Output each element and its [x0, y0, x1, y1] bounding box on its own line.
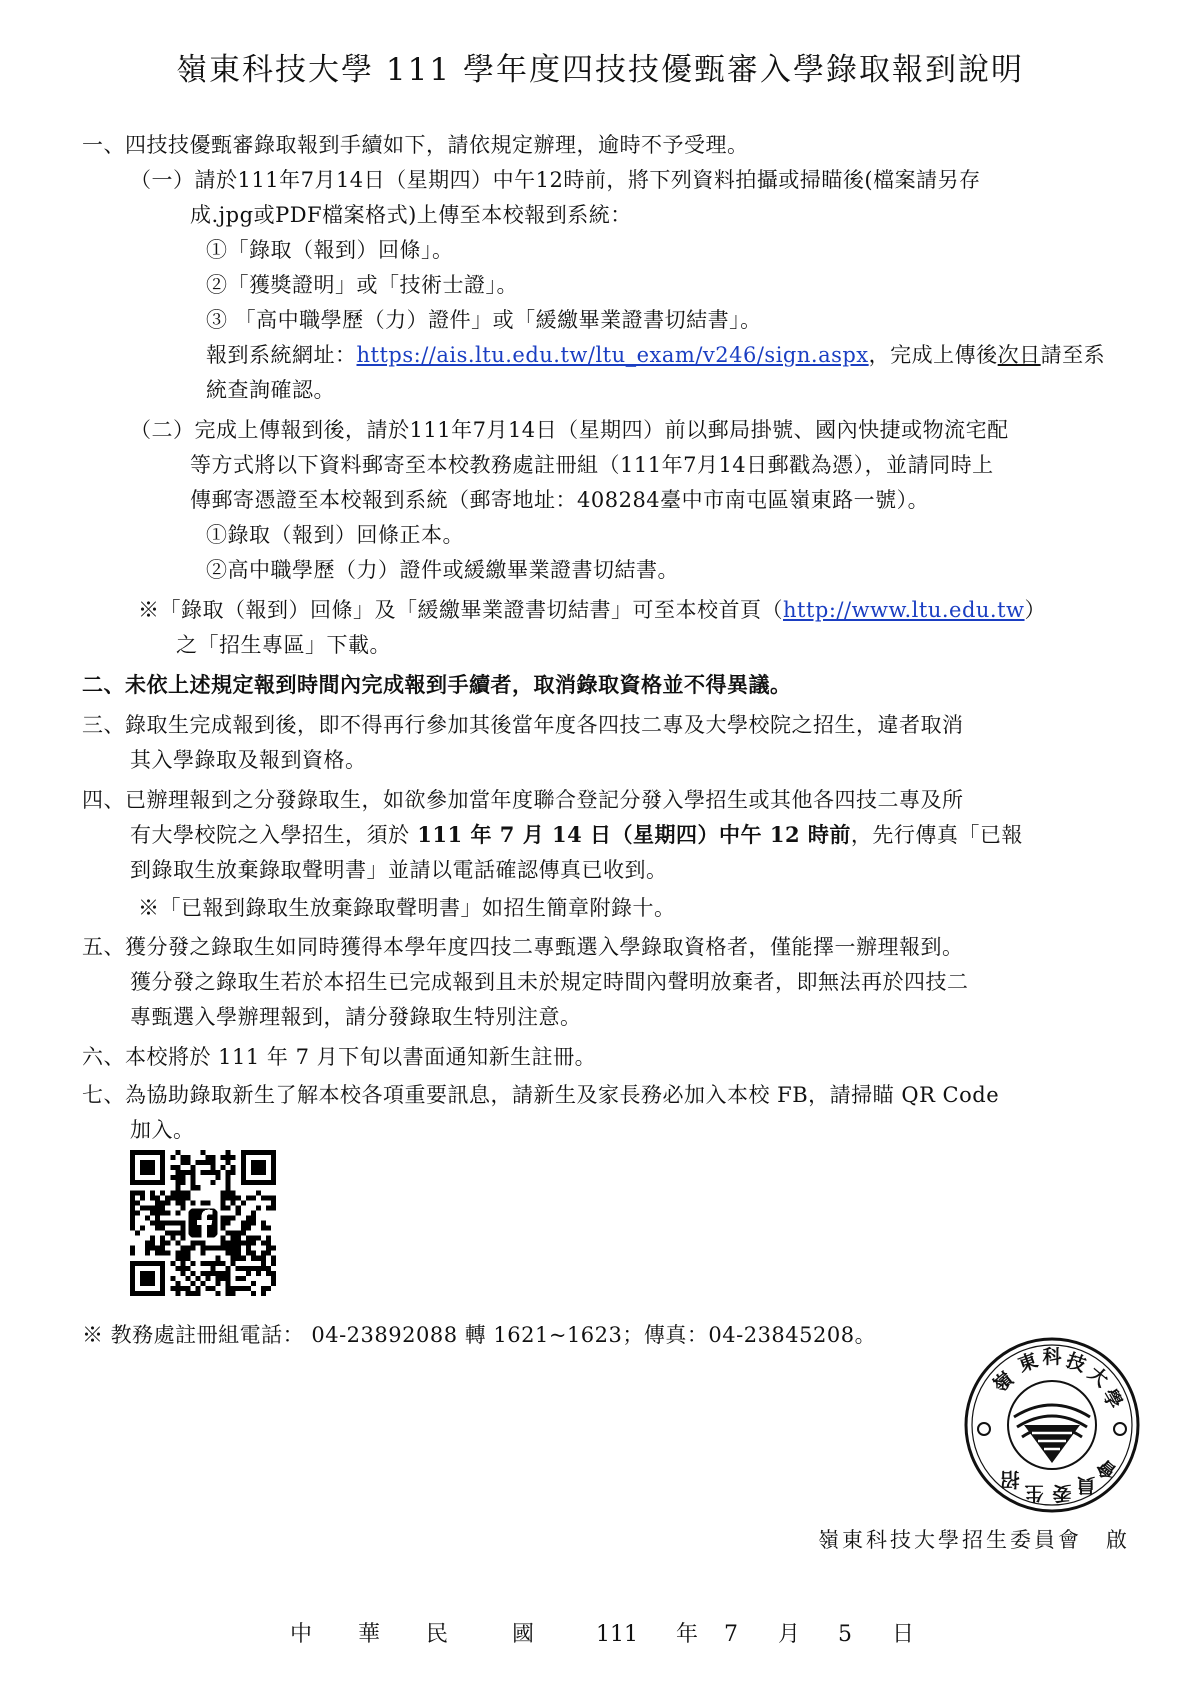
registration-system-link[interactable]: https://ais.ltu.edu.tw/ltu_exam/v246/sign.aspx: [356, 343, 869, 367]
date-char: 華: [358, 1622, 381, 1647]
signature: 嶺東科技大學招生委員會 啟: [818, 1528, 1130, 1552]
section-2: 二、未依上述規定報到時間內完成報到手續者，取消錄取資格並不得異議。: [82, 672, 792, 697]
system-url-line: [206, 340, 1105, 370]
date-year: 111: [596, 1622, 638, 1647]
seal-char: 技: [1063, 1349, 1089, 1377]
download-note-line-1: [138, 595, 1046, 625]
date-char: 中: [290, 1622, 313, 1647]
facebook-qr-code[interactable]: [130, 1150, 276, 1296]
section-1-item-2-line-3: 傳郵寄憑證至本校報到系統（郵寄地址：408284臺中市南屯區嶺東路一號）。: [190, 488, 930, 512]
section-4-line-2-post: ，先行傳真「已報: [850, 823, 1023, 847]
date-char: 月: [778, 1622, 801, 1647]
section-5-line-3: 專甄選入學辦理報到，請分發錄取生特別注意。: [130, 1005, 582, 1029]
section-4-line-2: [130, 820, 1023, 850]
download-note-line-2: 之「招生專區」下載。: [176, 633, 391, 657]
seal-char: 生: [1024, 1482, 1044, 1504]
system-url-text-post: 請至系: [1040, 343, 1106, 367]
date-char: 年: [676, 1622, 699, 1647]
seal-char: 學: [1097, 1385, 1127, 1413]
date-char: 國: [512, 1622, 535, 1647]
contact-info: ※ 教務處註冊組電話： 04-23892088 轉 1621~1623；傳真：04-23845208。: [82, 1323, 877, 1347]
seal-char: 嶺: [989, 1367, 1018, 1397]
next-day-underlined: 次日: [997, 343, 1041, 367]
section-7-line-1: 七、為協助錄取新生了解本校各項重要訊息，請新生及家長務必加入本校 FB，請掃瞄 QR Code: [82, 1083, 1000, 1107]
seal-char: 東: [1015, 1349, 1041, 1377]
section-7-line-2: 加入。: [130, 1118, 195, 1142]
system-url-label: 報到系統網址：: [206, 343, 357, 367]
download-note-pre: ※「錄取（報到）回條」及「緩繳畢業證書切結書」可至本校首頁（: [138, 598, 783, 622]
seal-char: 會: [1092, 1454, 1122, 1484]
section-6: 六、本校將於 111 年 7 月下旬以書面通知新生註冊。: [82, 1045, 597, 1069]
section-3-line-2: 其入學錄取及報到資格。: [130, 748, 367, 772]
section-5-line-2: 獲分發之錄取生若於本招生已完成報到且未於規定時間內聲明放棄者，即無法再於四技二: [130, 970, 969, 994]
document-title: 嶺東科技大學 111 學年度四技技優甄審入學錄取報到說明: [176, 52, 1024, 88]
section-1-heading: 一、四技技優甄審錄取報到手續如下，請依規定辦理，逾時不予受理。: [82, 133, 749, 157]
upload-doc-1: ①「錄取（報到）回條」。: [206, 238, 454, 262]
seal-char: 招: [1000, 1468, 1020, 1490]
section-3-line-1: 三、錄取生完成報到後，即不得再行參加其後當年度各四技二專及大學校院之招生，違者取消: [82, 713, 964, 737]
system-url-line-2: 統查詢確認。: [206, 378, 335, 402]
school-homepage-link[interactable]: http://www.ltu.edu.tw: [783, 598, 1025, 622]
facebook-icon: [185, 1205, 220, 1240]
seal-char: 科: [1042, 1346, 1062, 1368]
section-4-line-3: 到錄取生放棄錄取聲明書」並請以電話確認傳真已收到。: [130, 858, 668, 882]
download-note-post: ）: [1024, 598, 1047, 622]
date-char: 日: [892, 1622, 915, 1647]
section-1-item-2-line-1: （二）完成上傳報到後，請於111年7月14日（星期四）前以郵局掛號、國內快捷或物流宅配: [130, 418, 1009, 442]
seal-char: 委: [1052, 1482, 1072, 1504]
section-4-line-2-pre: 有大學校院之入學招生，須於: [130, 823, 410, 847]
deadline-bold: 111 年 7 月 14 日（星期四）中午 12 時前: [409, 822, 851, 847]
section-4-line-1: 四、已辦理報到之分發錄取生，如欲參加當年度聯合登記分發入學招生或其他各四技二專及所: [82, 788, 964, 812]
section-5-line-1: 五、獲分發之錄取生如同時獲得本學年度四技二專甄選入學錄取資格者，僅能擇一辦理報到。: [82, 935, 964, 959]
seal-char: 大: [1083, 1362, 1113, 1392]
section-4-note: ※「已報到錄取生放棄錄取聲明書」如招生簡章附錄十。: [138, 896, 676, 920]
date-month: 7: [724, 1622, 738, 1647]
mail-doc-2: ②高中職學歷（力）證件或緩繳畢業證書切結書。: [206, 558, 679, 582]
committee-seal: [962, 1335, 1142, 1515]
upload-doc-2: ②「獲獎證明」或「技術士證」。: [206, 273, 518, 297]
date-char: 民: [426, 1622, 449, 1647]
section-1-item-2-line-2: 等方式將以下資料郵寄至本校教務處註冊組（111年7月14日郵戳為憑），並請同時上: [190, 453, 994, 477]
section-1-item-1-line-2: 成.jpg或PDF檔案格式)上傳至本校報到系統：: [190, 203, 632, 227]
system-url-text-mid: ，完成上傳後: [868, 343, 998, 367]
upload-doc-3: ③ 「高中職學歷（力）證件」或「緩繳畢業證書切結書」。: [206, 308, 762, 332]
date-day: 5: [838, 1622, 852, 1647]
seal-char: 員: [1076, 1474, 1096, 1496]
section-1-item-1-line-1: （一）請於111年7月14日（星期四）中午12時前，將下列資料拍攝或掃瞄後(檔案請另存: [130, 168, 981, 192]
mail-doc-1: ①錄取（報到）回條正本。: [206, 523, 464, 547]
